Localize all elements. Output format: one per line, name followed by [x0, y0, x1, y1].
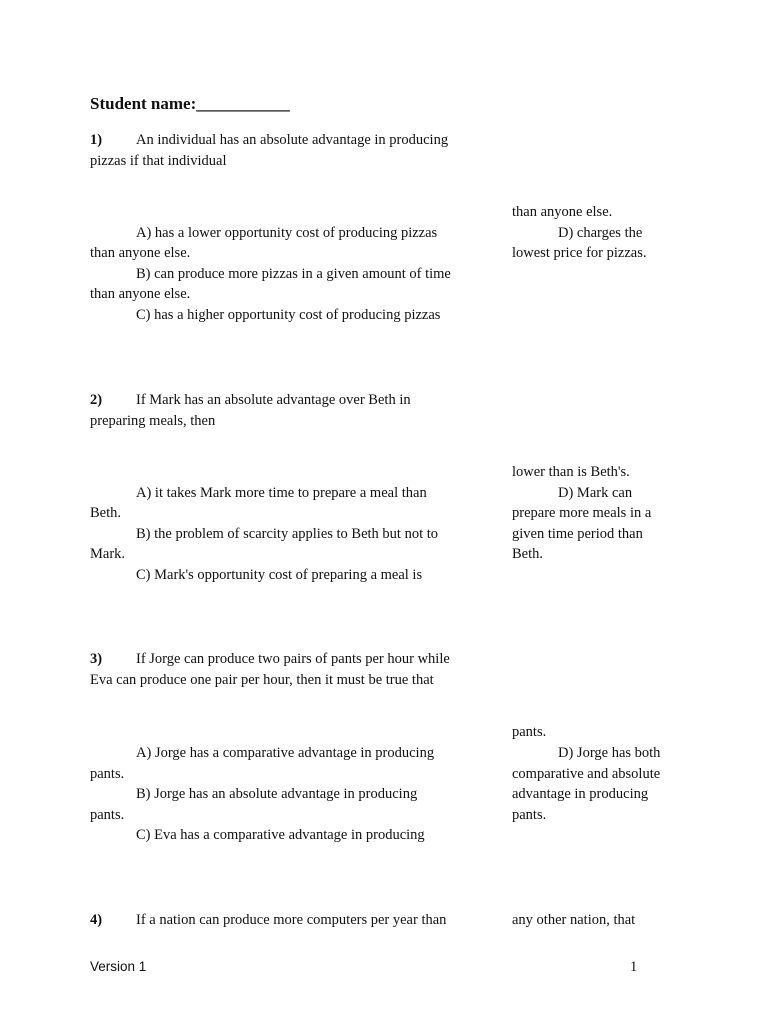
answer-line: than anyone else.	[512, 204, 613, 220]
answer-line: pants.	[512, 807, 547, 823]
answer-line: D) charges the	[558, 225, 643, 241]
answer-line: lowest price for pizzas.	[512, 245, 647, 261]
answer-line: B) the problem of scarcity applies to Beth but not to	[136, 526, 439, 542]
question-number: 2)	[90, 392, 103, 408]
question-number: 3)	[90, 651, 103, 667]
answer-line: A) has a lower opportunity cost of producing pizzas	[136, 225, 438, 241]
answer-line: A) it takes Mark more time to prepare a meal than	[136, 485, 427, 501]
answer-line: advantage in producing	[512, 786, 649, 802]
answer-line: pants.	[90, 807, 125, 823]
answer-line: Mark.	[90, 546, 126, 562]
question-number: 1)	[90, 132, 103, 148]
answer-line: A) Jorge has a comparative advantage in producing	[136, 745, 435, 761]
answer-line: than anyone else.	[90, 286, 191, 302]
answer-line: C) has a higher opportunity cost of producing pizzas	[136, 307, 441, 323]
question-stem-line: preparing meals, then	[90, 413, 216, 429]
question-stem-line: If Jorge can produce two pairs of pants per hour while	[136, 651, 450, 667]
answer-line: pants.	[512, 724, 547, 740]
answer-line: comparative and absolute	[512, 766, 661, 782]
answer-line: C) Mark's opportunity cost of preparing a meal is	[136, 567, 423, 583]
question-stem-line: pizzas if that individual	[90, 153, 227, 169]
answer-line: D) Jorge has both	[558, 745, 661, 761]
answer-line: pants.	[90, 766, 125, 782]
question-stem-line: If a nation can produce more computers per year than	[136, 912, 447, 928]
answer-line: Beth.	[512, 546, 544, 562]
question-stem-line: An individual has an absolute advantage in producing	[136, 132, 449, 148]
answer-line: any other nation, that	[512, 912, 636, 928]
student-name: Student name:___________	[90, 94, 290, 113]
question-number: 4)	[90, 912, 103, 928]
answer-line: than anyone else.	[90, 245, 191, 261]
footer-version: Version 1	[90, 959, 147, 974]
answer-line: Beth.	[90, 505, 122, 521]
answer-line: D) Mark can	[558, 485, 633, 501]
answer-line: given time period than	[512, 526, 643, 542]
page-number: 1	[630, 959, 638, 975]
answer-line: B) Jorge has an absolute advantage in producing	[136, 786, 418, 802]
answer-line: lower than is Beth's.	[512, 464, 630, 480]
answer-line: B) can produce more pizzas in a given amount of time	[136, 266, 451, 282]
question-stem-line: If Mark has an absolute advantage over Beth in	[136, 392, 411, 408]
answer-line: prepare more meals in a	[512, 505, 652, 521]
answer-line: C) Eva has a comparative advantage in producing	[136, 827, 425, 843]
question-stem-line: Eva can produce one pair per hour, then it must be true that	[90, 672, 434, 688]
